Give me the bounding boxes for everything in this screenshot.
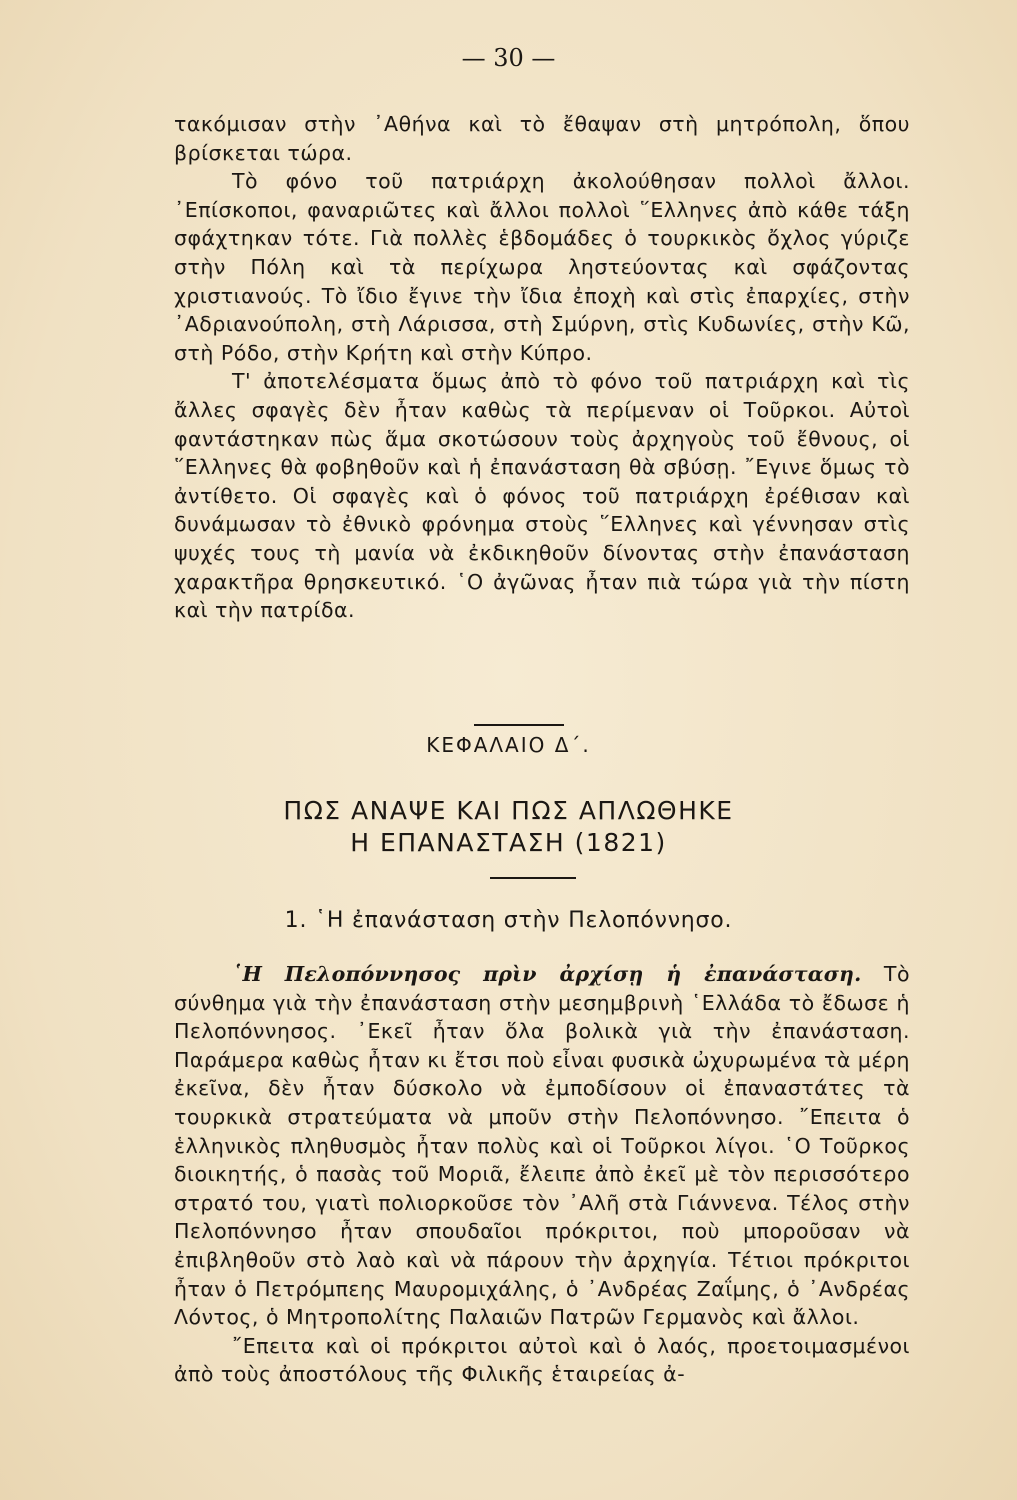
title-divider [490,877,576,879]
bottom-text-block [174,960,910,1389]
paragraph-text: Τὸ σύνθημα γιὰ τὴν ἐπανάσταση στὴν μεσημβρινὴ ῾Ελλάδα τὸ ἔδωσε ἡ Πελοπόννησος. ᾿Εκεῖ ἦταν ὅλα βολικὰ γιὰ τὴν ἐπανάσταση. Παράμερα καθὼς ἦταν κι ἔτσι ποὺ εἶναι φυσικὰ ὠχυρωμένα τὰ μέρη ἐκεῖνα, δὲν ἦταν δύσκολο νὰ ἐμποδίσουν οἱ ἐπαναστάτες τὰ τουρκικὰ στρατεύματα νὰ μποῦν στὴν Πελοπόννησο. ῎Επειτα ὁ ἑλληνικὸς πληθυσμὸς ἦταν πολὺς καὶ οἱ Τοῦρκοι λίγοι. ῾Ο Τοῦρκος διοικητής, ὁ πασὰς τοῦ Μοριᾶ, ἔλειπε ἀπὸ ἐκεῖ μὲ τὸν περισσότερο στρατό του, γιατὶ πολιορκοῦσε τὸν ᾿Αλῆ στὰ Γιάννενα. Τέλος στὴν Πελοπόννησο ἦταν σπουδαῖοι πρόκριτοι, ποὺ μποροῦσαν νὰ ἐπιβληθοῦν στὸ λαὸ καὶ νὰ πάρουν τὴν ἀρχηγία. Τέτιοι πρόκριτοι ἦταν ὁ Πετρόμπεης Μαυρομιχάλης, ὁ ᾿Ανδρέας Ζαΐμης, ὁ ᾿Ανδρέας Λόντος, ὁ Μητροπολίτης Παλαιῶν Πατρῶν Γερμανὸς καὶ ἄλλοι. [174,962,910,1330]
paragraph: τακόμισαν στὴν ᾿Αθήνα καὶ τὸ ἔθαψαν στὴ μητρόπολη, ὅπου βρίσκεται τώρα. [174,112,910,165]
paragraph: ῎Επειτα καὶ οἱ πρόκριτοι αὐτοὶ καὶ ὁ λαός, προετοιμασμένοι ἀπὸ τοὺς ἀποστόλους τῆς Φιλικῆς ἑταιρείας ἀ- [174,1333,910,1387]
paragraph [174,960,910,1332]
inline-heading: ῾Η Πελοπόννησος πρὶν ἀρχίσῃ ἡ ἐπανάσταση. [232,962,862,986]
paragraph: Τὸ φόνο τοῦ πατριάρχη ἀκολούθησαν πολλοὶ ἄλλοι. ᾿Επίσκοποι, φαναριῶτες καὶ ἄλλοι πολλοὶ ῞Ελληνες ἀπὸ κάθε τάξη σφάχτηκαν τότε. Γιὰ πολλὲς ἑβδομάδες ὁ τουρκικὸς ὄχλος γύριζε στὴν Πόλη καὶ τὰ περίχωρα ληστεύοντας καὶ σφάζοντας χριστιανούς. Τὸ ἴδιο ἔγινε τὴν ἴδια ἐποχὴ καὶ στὶς ἐπαρχίες, στὴν ᾿Αδριανούπολη, στὴ Λάρισσα, στὴ Σμύρνη, στὶς Κυδωνίες, στὴν Κῶ, στὴ Ρόδο, στὴν Κρήτη καὶ στὴν Κύπρο. [174,169,910,365]
chapter-title [0,795,1017,859]
section-heading: 1. ῾Η ἐπανάσταση στὴν Πελοπόννησο. [284,908,733,933]
page-number: — 30 — [461,44,556,72]
chapter-title-line: ΠΩΣ ΑΝΑΨΕ ΚΑΙ ΠΩΣ ΑΠΛΩΘΗΚΕ [283,796,734,825]
top-text-block [174,110,910,625]
chapter-label: ΚΕΦΑΛΑΙΟ Δ΄. [426,733,591,757]
section-divider [474,724,564,726]
chapter-title-line: Η ΕΠΑΝΑΣΤΑΣΗ (1821) [350,828,667,857]
paragraph: Τ' ἀποτελέσματα ὅμως ἀπὸ τὸ φόνο τοῦ πατριάρχη καὶ τὶς ἄλλες σφαγὲς δὲν ἦταν καθὼς τὰ περίμεναν οἱ Τοῦρκοι. Αὐτοὶ φαντάστηκαν πὼς ἅμα σκοτώσουν τοὺς ἀρχηγοὺς τοῦ ἔθνους, οἱ ῞Ελληνες θὰ φοβηθοῦν καὶ ἡ ἐπανάσταση θὰ σβύσῃ. ῎Εγινε ὅμως τὸ ἀντίθετο. Οἱ σφαγὲς καὶ ὁ φόνος τοῦ πατριάρχη ἐρέθισαν καὶ δυνάμωσαν τὸ ἐθνικὸ φρόνημα στοὺς ῞Ελληνες καὶ γέννησαν στὶς ψυχές τους τὴ μανία νὰ ἐκδικηθοῦν δίνοντας στὴν ἐπανάσταση χαρακτῆρα θρησκευτικό. ῾Ο ἀγῶνας ἦταν πιὰ τώρα γιὰ τὴν πίστη καὶ τὴν πατρίδα. [174,369,910,623]
